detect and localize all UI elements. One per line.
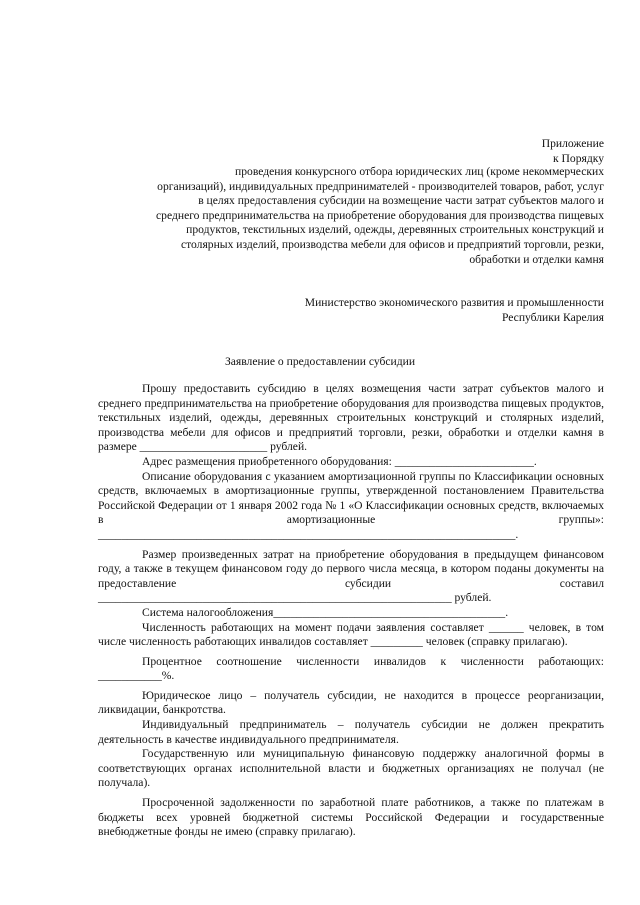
order-line: в целях предоставления субсидии на возмещение части затрат субъектов малого и xyxy=(198,194,604,208)
order-line: обработки и отделки камня xyxy=(469,252,604,266)
paragraph-legal-entity: Юридическое лицо – получатель субсидии, не находится в процессе реорганизации, ликвидации, банкротства. xyxy=(98,688,604,717)
appendix-header xyxy=(542,137,604,166)
appendix-line: Приложение xyxy=(541,137,604,150)
appendix-line: к Порядку xyxy=(553,151,604,165)
application-body xyxy=(98,382,604,840)
order-line: организаций), индивидуальных предпринимателей - производителей товаров, работ, услуг xyxy=(157,179,604,193)
order-line: продуктов, текстильных изделий, одежды, деревянных строительных конструкций и xyxy=(186,223,604,237)
paragraph-tax-system: Система налогообложения________________________________________. xyxy=(142,605,509,619)
addressee-line: Республики Карелия xyxy=(501,310,604,324)
paragraph-arrears: Просроченной задолженности по заработной плате работников, а также по платежам в бюджеты всех уровней бюджетной системы Российской Федерации и государственные внебюджетные фонды не имею (справку прилагаю). xyxy=(98,796,604,839)
document-title: Заявление о предоставлении субсидии xyxy=(224,355,416,368)
paragraph-costs: Размер произведенных затрат на приобретение оборудования в предыдущем финансовом году, а также в текущем финансовом году до первого числа месяца, в котором поданы документы на предоставление субсидии составил _____________________________________________________________ рублей. xyxy=(98,547,604,605)
paragraph-address: Адрес размещения приобретенного оборудования: ________________________. xyxy=(142,454,537,468)
addressee xyxy=(305,296,604,325)
addressee-line: Министерство экономического развития и промышленности xyxy=(304,296,604,309)
order-line: проведения конкурсного отбора юридических лиц (кроме некоммерческих xyxy=(235,165,604,178)
order-description xyxy=(90,165,604,267)
paragraph-request: Прошу предоставить субсидию в целях возмещения части затрат субъектов малого и среднего предпринимательства на приобретение оборудования для производства пищевых продуктов, текстильных изделий, одежды, деревянных строительных конструкций и столярных изделий, производства мебели для офисов и предприятий торговли, резки, обработки и отделки камня в размере ______________________ рублей. xyxy=(98,382,604,454)
paragraph-entrepreneur: Индивидуальный предприниматель – получатель субсидии не должен прекратить деятельность в качестве индивидуального предпринимателя. xyxy=(98,718,604,746)
paragraph-support: Государственную или муниципальную финансовую поддержку аналогичной формы в соответствующих органах исполнительной власти и бюджетных организациях не получал (не получала). xyxy=(98,747,604,790)
order-line: среднего предпринимательства на приобретение оборудования для производства пищевых xyxy=(156,208,604,222)
order-line: столярных изделий, производства мебели для офисов и предприятий торговли, резки, xyxy=(180,237,604,251)
paragraph-disabled-ratio: Процентное соотношение численности инвалидов к численности работающих: ___________%. xyxy=(98,654,604,683)
paragraph-equipment: Описание оборудования с указанием амортизационной группы по Классификации основных средств, включаемых в амортизационные группы, утвержденной постановлением Правительства Российской Федерации от 1 января 2002 года № 1 «О Классификации основных средств, включаемых в амортизационные группы»: ________________________________________________________________________. xyxy=(98,469,604,541)
paragraph-headcount: Численность работающих на момент подачи заявления составляет ______ человек, в том числе численность работающих инвалидов составляет _________ человек (справку прилагаю). xyxy=(98,620,604,649)
